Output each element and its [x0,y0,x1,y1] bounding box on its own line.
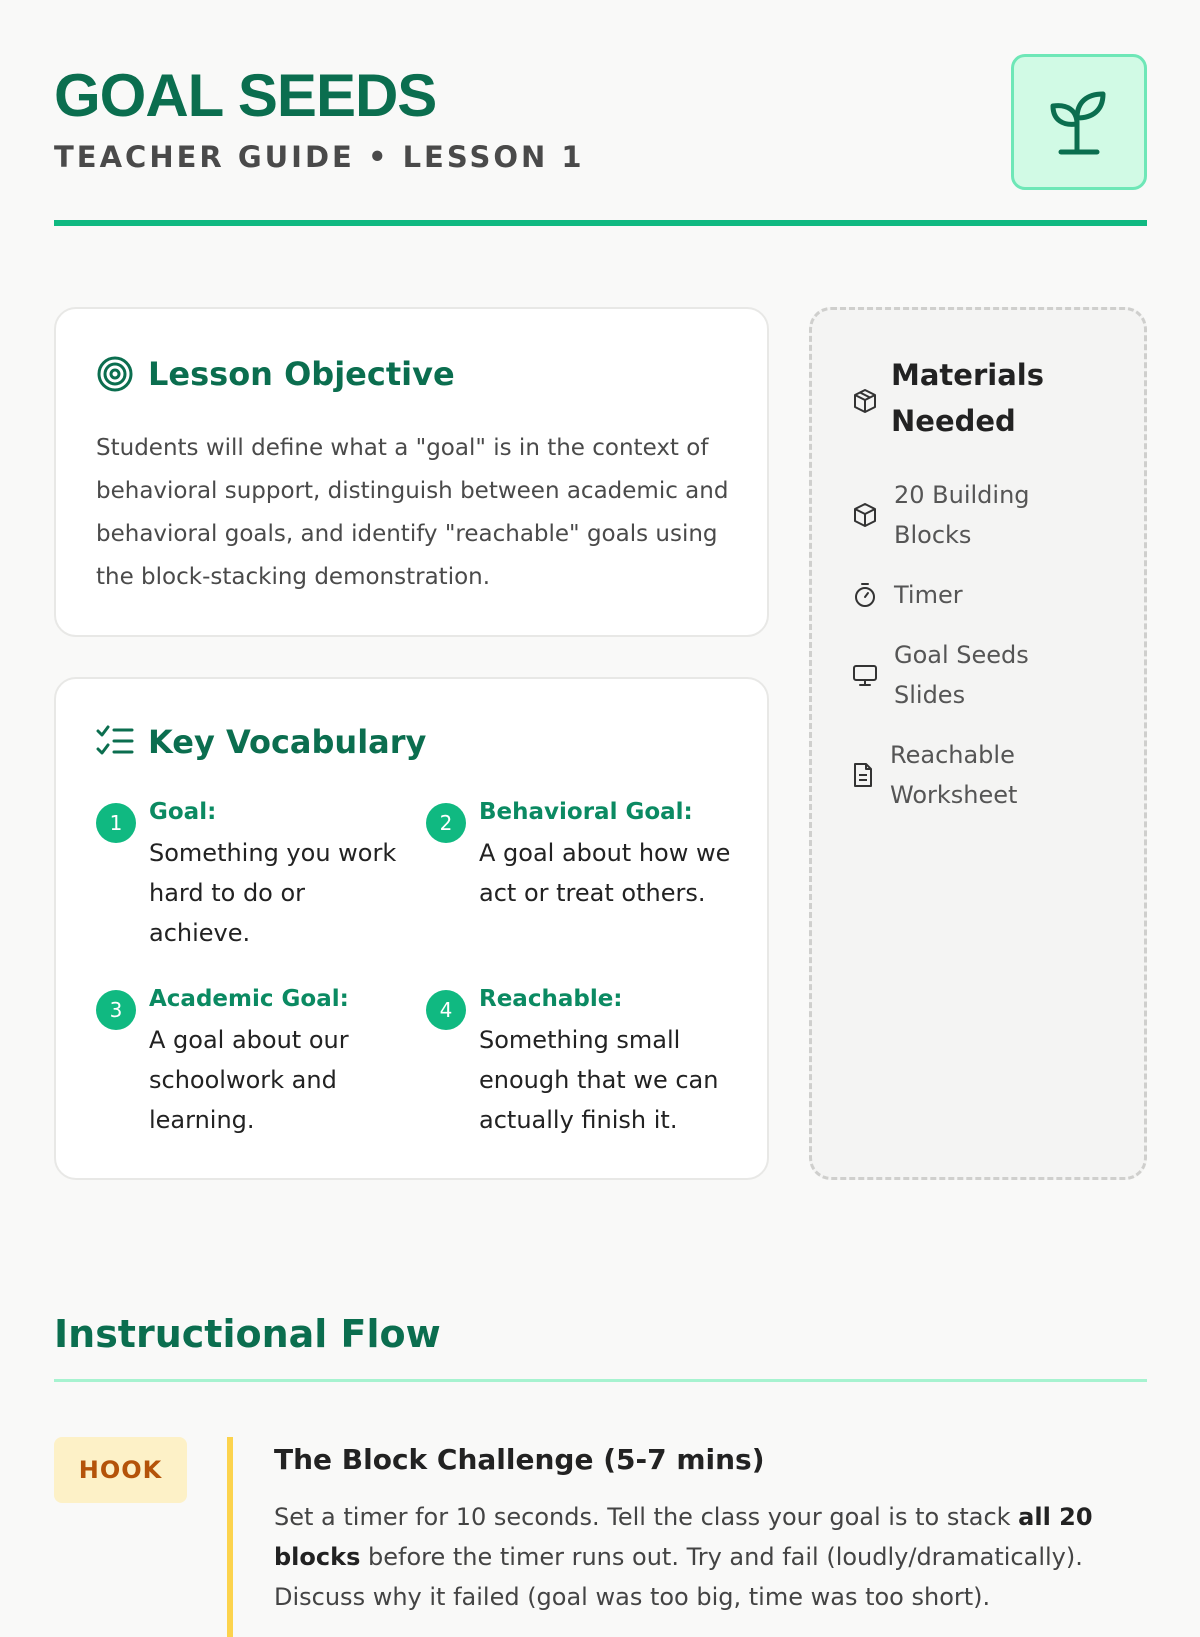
checklist-icon [96,725,134,759]
header-divider [54,220,1147,226]
material-label: Reachable Worksheet [890,741,1018,809]
box-icon [852,502,878,528]
vocab-term: Reachable: [479,986,623,1012]
stage-badge-hook: HOOK [54,1437,187,1503]
stage-description [274,1497,1134,1617]
page-title: GOAL SEEDS [54,62,437,129]
objective-heading [96,355,455,393]
vocab-definition: Something you work hard to do or achieve. [149,839,397,947]
vocab-number: 2 [426,803,466,843]
vocab-term: Behavioral Goal: [479,799,693,825]
materials-title: Materials Needed [891,358,1044,438]
objective-title: Lesson Objective [148,355,455,393]
material-label: Goal Seeds Slides [894,641,1029,709]
vocab-definition: A goal about how we act or treat others. [479,839,731,907]
vocab-number: 3 [96,990,136,1030]
materials-panel [809,307,1147,1180]
stage-accent-bar [227,1437,233,1637]
page-subtitle: TEACHER GUIDE • LESSON 1 [54,140,585,174]
vocab-definition: Something small enough that we can actually finish it. [479,1026,719,1134]
stage-text-part: Set a timer for 10 seconds. Tell the class your goal is to stack [274,1503,1019,1531]
material-item-timer [852,575,1074,615]
sprout-icon [1047,88,1111,156]
document-icon [852,762,874,788]
flow-title: Instructional Flow [54,1312,441,1356]
material-item-slides [852,635,1074,715]
vocab-number: 4 [426,990,466,1030]
vocab-number: 1 [96,803,136,843]
vocab-definition: A goal about our schoolwork and learning. [149,1026,349,1134]
monitor-icon [852,662,878,688]
target-icon [96,355,134,393]
stage-text-part: before the timer runs out. Try and fail (loudly/dramatically). Discuss why it failed (goal was too big, time was too short). [274,1543,1083,1611]
objective-text: Students will define what a "goal" is in the context of behavioral support, distinguish between academic and behavioral goals, and identify "reachable" goals using the block-stacking demonstration. [96,435,729,590]
vocabulary-title: Key Vocabulary [148,723,427,761]
vocabulary-heading [96,723,426,761]
material-label: 20 Building Blocks [894,481,1030,549]
page-header [54,54,1147,226]
material-item-worksheet [852,735,1070,815]
material-label: Timer [894,581,963,609]
objective-card [54,307,769,637]
timer-icon [852,582,878,608]
logo-badge [1011,54,1147,190]
material-item-blocks [852,475,1074,555]
stage-text-emphasis: all 20 blocks [274,1503,1093,1571]
vocab-term: Goal: [149,799,217,825]
stage-title: The Block Challenge (5-7 mins) [274,1443,765,1476]
box-icon [852,388,878,414]
vocab-term: Academic Goal: [149,986,349,1012]
vocabulary-card [54,677,769,1180]
flow-divider [54,1379,1147,1382]
